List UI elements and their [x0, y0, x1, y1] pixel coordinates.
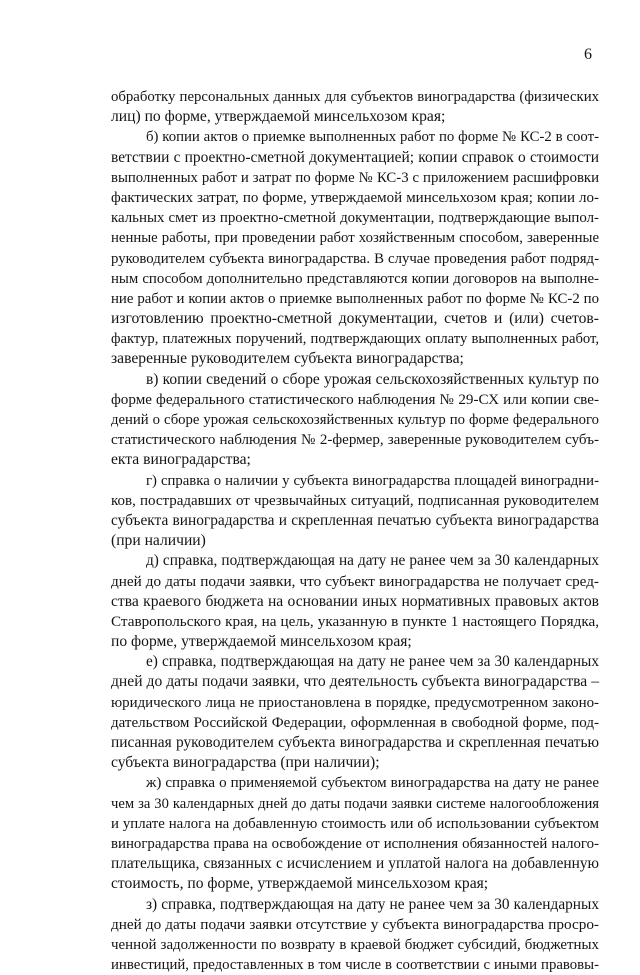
text-line: дней до даты подачи заявки отсутствие у субъекта виноградарства просро- — [111, 915, 599, 933]
text-line: г) справка о наличии у субъекта виноградарства площадей виноградни- — [146, 472, 599, 489]
text-line: и уплате налога на добавленную стоимость или об использовании субъектом — [111, 815, 599, 832]
text-line: дней до даты подачи заявки, что деятельность субъекта виноградарства – — [111, 673, 599, 691]
text-line: ным способом дополнительно представляются копии договоров на выполне- — [111, 270, 599, 287]
text-line: заверенные руководителем субъекта виноградарства; — [111, 350, 464, 368]
text-line: обработку персональных данных для субъектов виноградарства (физических — [111, 89, 599, 105]
text-line: писанная руководителем субъекта виноградарства и скрепленная печатью — [111, 734, 599, 751]
text-line: д) справка, подтверждающая на дату не ранее чем за 30 календарных — [146, 552, 599, 570]
text-line: дательством Российской Федерации, оформленная в свободной форме, под- — [111, 714, 599, 731]
text-line: ние работ и копии актов о приемке выполненных работ по форме № КС-2 по — [111, 290, 599, 307]
text-line: з) справка, подтверждающая на дату не ранее чем за 30 календарных — [146, 895, 599, 913]
text-line: статистического наблюдения № 2-фермер, заверенные руководителем субъ- — [111, 432, 599, 449]
text-line: (при наличии) — [111, 532, 206, 550]
text-line: изготовлению проектно-сметной документации, счетов и (или) счетов- — [111, 310, 599, 328]
text-line: екта виноградарства; — [111, 451, 251, 469]
text-line: по форме, утверждаемой минсельхозом края; — [111, 633, 412, 651]
text-line: ветствии с проектно-сметной документацией; копии справок о стоимости — [111, 148, 599, 166]
text-line: виноградарства права на освобождение от исполнения обязанностей налого- — [111, 835, 599, 852]
text-line: фактур, платежных поручений, подтверждающих оплату выполненных работ, — [111, 331, 599, 348]
text-line: субъекта виноградарства и скрепленная печатью субъекта виноградарства — [111, 511, 599, 529]
text-line: ков, пострадавших от чрезвычайных ситуаций, подписанная руководителем — [111, 492, 599, 509]
text-line: ства краевого бюджета на основании иных нормативных правовых актов — [111, 592, 599, 610]
text-line: ченной задолженности по возврату в краевой бюджет субсидий, бюджетных — [111, 936, 599, 953]
text-line: чем за 30 календарных дней до даты подачи заявки системе налогообложения — [111, 795, 599, 812]
text-line: инвестиций, предоставленных в том числе в соответствии с иными правовы- — [111, 957, 599, 974]
text-line: дений о сборе урожая сельскохозяйственных культур по форме федерального — [111, 412, 599, 428]
page-number: 6 — [584, 46, 592, 63]
text-line: фактических затрат, по форме, утверждаемой минсельхозом края; копии ло- — [111, 189, 599, 206]
text-line: е) справка, подтверждающая на дату не ранее чем за 30 календарных — [146, 653, 599, 671]
text-line: руководителем субъекта виноградарства. В случае проведения работ подряд- — [111, 250, 599, 267]
text-line: лиц) по форме, утверждаемой минсельхозом края; — [111, 108, 446, 126]
text-line: юридического лица не приостановлена в порядке, предусмотренном законо- — [111, 694, 599, 711]
text-line: дней до даты подачи заявки, что субъект виноградарства не получает сред- — [111, 572, 599, 590]
text-line: ж) справка о применяемой субъектом виноградарства на дату не ранее — [146, 775, 599, 792]
text-line: субъекта виноградарства (при наличии); — [111, 754, 380, 772]
document-body — [111, 87, 599, 975]
text-line: стоимость, по форме, утверждаемой минсельхозом края; — [111, 875, 489, 893]
text-line: кальных смет из проектно-сметной документации, подтверждающие выпол- — [111, 210, 599, 227]
text-line: ненные работы, при проведении работ хозяйственным способом, заверенные — [111, 230, 599, 247]
text-line: плательщика, связанных с исчислением и уплатой налога на добавленную — [111, 855, 599, 873]
text-line: форме федерального статистического наблюдения № 29-СХ или копии све- — [111, 391, 599, 408]
text-line: выполненных работ и затрат по форме № КС-3 с приложением расшифровки — [111, 169, 599, 186]
text-line: Ставропольского края, на цель, указанную в пункте 1 настоящего Порядка, — [111, 612, 599, 630]
text-line: б) копии актов о приемке выполненных работ по форме № КС-2 в соот- — [146, 129, 599, 146]
text-line: в) копии сведений о сборе урожая сельскохозяйственных культур по — [146, 370, 599, 388]
